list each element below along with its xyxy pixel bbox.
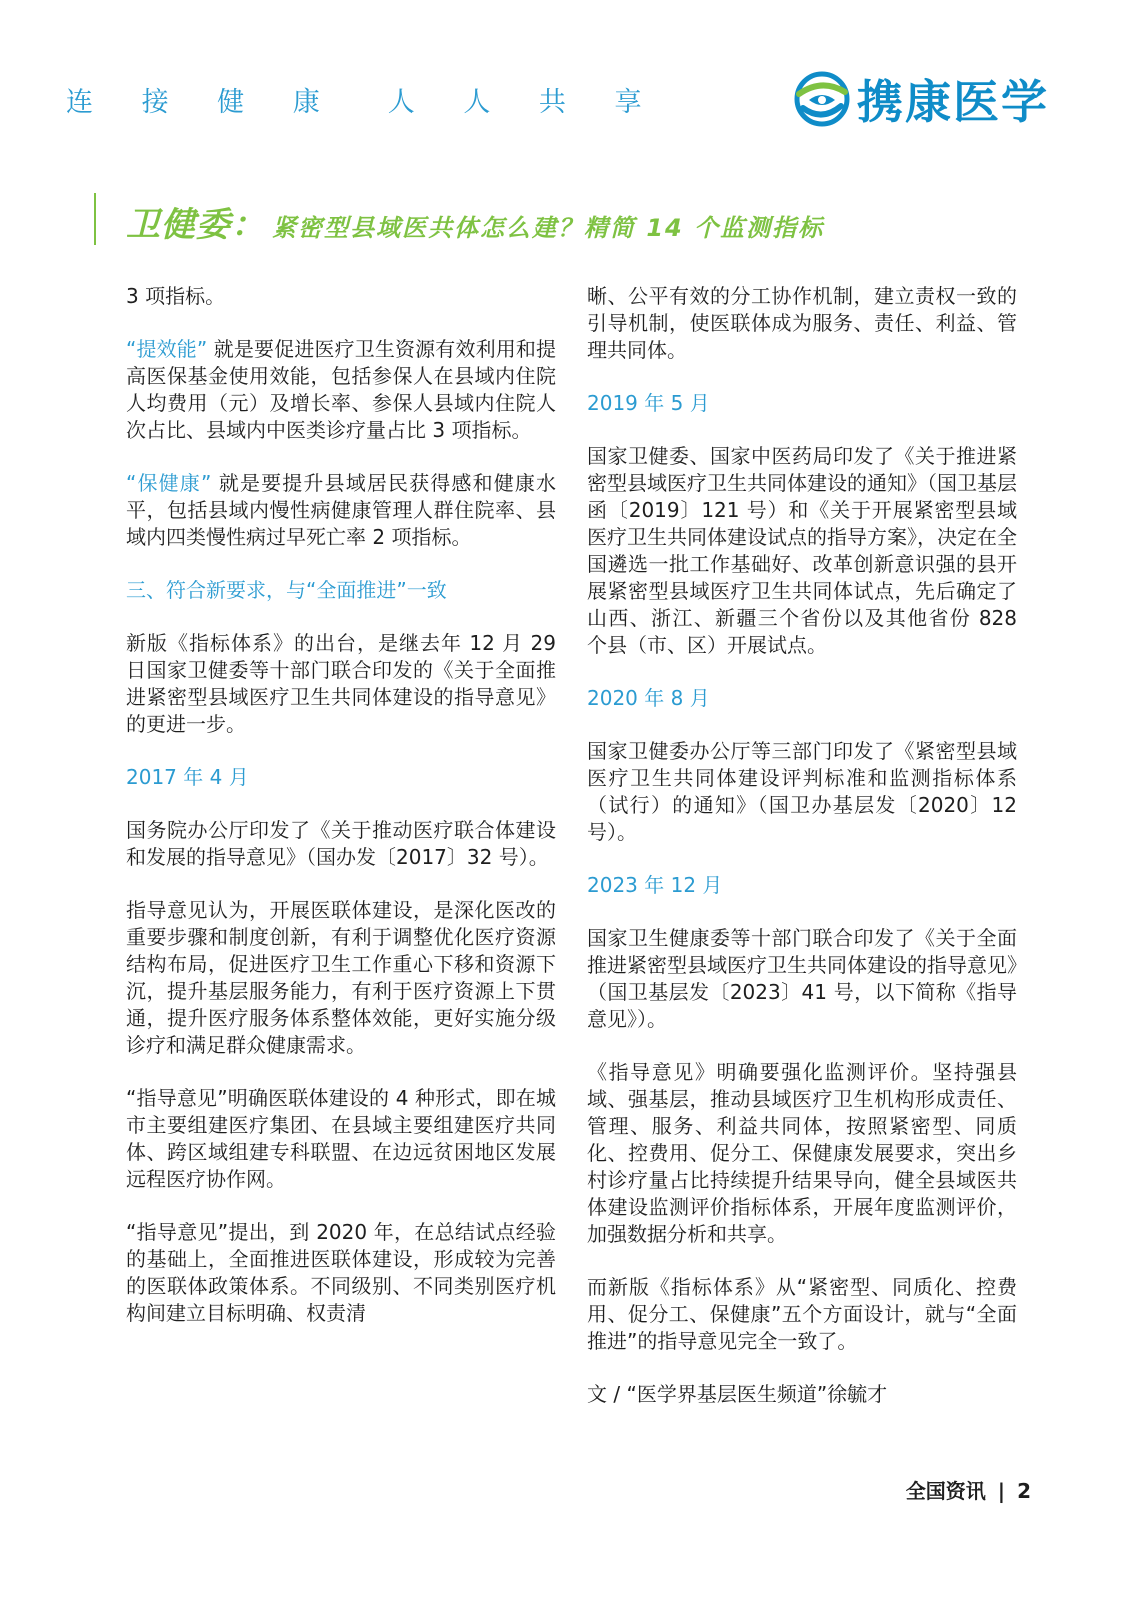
paragraph: 3 项指标。	[126, 284, 226, 308]
paragraph: 新版《指标体系》的出台，是继去年 12 月 29 日国家卫健委等十部门联合印发的《关于全面推进紧密型县域医疗卫生共同体建设的指导意见》的更进一步。	[126, 631, 556, 736]
paragraph: 国务院办公厅印发了《关于推动医疗联合体建设和发展的指导意见》（国办发〔2017〕32 号）。	[126, 818, 556, 869]
date-heading: 2017 年 4 月	[126, 765, 249, 789]
logo-emblem-icon	[789, 70, 855, 128]
paragraph: 国家卫生健康委等十部门联合印发了《关于全面推进紧密型县域医疗卫生共同体建设的指导意见》（国卫基层发〔2023〕41 号，以下简称《指导意见》）。	[587, 926, 1017, 1031]
section-heading: 三、符合新要求，与“全面推进”一致	[126, 578, 447, 602]
page-number: 2	[1017, 1479, 1031, 1503]
paragraph: “提效能” 就是要促进医疗卫生资源有效利用和提高医保基金使用效能，包括参保人在县域内住院人均费用（元）及增长率、参保人县域内住院人次占比、县域内中医类诊疗量占比 3 项指标。	[126, 337, 556, 442]
left-column	[126, 283, 556, 1353]
title-sub: 紧密型县域医共体怎么建？精简 14 个监测指标	[272, 214, 825, 242]
paragraph: 晰、公平有效的分工协作机制，建立责权一致的引导机制，使医联体成为服务、责任、利益、管理共同体。	[587, 284, 1017, 362]
paragraph: “保健康” 就是要提升县域居民获得感和健康水平，包括县域内慢性病健康管理人群住院率、县域内四类慢性病过早死亡率 2 项指标。	[126, 471, 557, 549]
paragraph: “指导意见”提出，到 2020 年，在总结试点经验的基础上，全面推进医联体建设，形成较为完善的医联体政策体系。不同级别、不同类别医疗机构间建立目标明确、权责清	[126, 1220, 556, 1325]
highlight-term: “保健康”	[126, 471, 212, 495]
date-heading: 2020 年 8 月	[587, 686, 710, 710]
slogan-right: 人 人 共 享	[387, 87, 662, 118]
paragraph: 《指导意见》明确要强化监测评价。坚持强县域、强基层，推动县域医疗卫生机构形成责任、管理、服务、利益共同体，按照紧密型、同质化、控费用、促分工、保健康发展要求，突出乡村诊疗量占比持续提升结果导向，健全县域医共体建设监测评价指标体系，开展年度监测评价，加强数据分析和共享。	[587, 1060, 1017, 1246]
paragraph: 而新版《指标体系》从“紧密型、同质化、控费用、促分工、保健康”五个方面设计，就与“全面推进”的指导意见完全一致了。	[587, 1275, 1017, 1353]
date-heading: 2023 年 12 月	[587, 873, 723, 897]
title-accent-bar	[94, 193, 96, 245]
page-footer	[906, 1475, 1031, 1504]
article-title	[126, 197, 824, 246]
paragraph: 国家卫健委办公厅等三部门印发了《紧密型县域医疗卫生共同体建设评判标准和监测指标体系（试行）的通知》（国卫办基层发〔2020〕12 号）。	[587, 739, 1017, 844]
paragraph: “指导意见”明确医联体建设的 4 种形式，即在城市主要组建医疗集团、在县域主要组建医疗共同体、跨区域组建专科联盟、在边远贫困地区发展远程医疗协作网。	[126, 1086, 556, 1191]
date-heading: 2019 年 5 月	[587, 391, 710, 415]
slogan	[66, 80, 662, 119]
author-byline: 文 / “医学界基层医生频道”徐毓才	[587, 1382, 888, 1406]
paragraph: 指导意见认为，开展医联体建设，是深化医改的重要步骤和制度创新，有利于调整优化医疗资源结构布局，促进医疗卫生工作重心下移和资源下沉，提升基层服务能力，有利于医疗资源上下贯通，提升医疗服务体系整体效能，更好实施分级诊疗和满足群众健康需求。	[126, 898, 556, 1057]
paragraph: 国家卫健委、国家中医药局印发了《关于推进紧密型县域医疗卫生共同体建设的通知》（国卫基层函〔2019〕121 号）和《关于开展紧密型县域医疗卫生共同体建设试点的指导方案》，决定在全国遴选一批工作基础好、改革创新意识强的县开展紧密型县域医疗卫生共同体试点，先后确定了山西、浙江、新疆三个省份以及其他省份 828 个县（市、区）开展试点。	[587, 444, 1017, 657]
slogan-left: 连 接 健 康	[66, 87, 340, 118]
logo-text: 携康医学	[857, 75, 1049, 129]
brand-logo	[789, 66, 1049, 132]
footer-section: 全国资讯	[905, 1479, 986, 1503]
title-main: 卫健委：	[126, 205, 266, 245]
footer-separator: |	[997, 1479, 1006, 1503]
right-column	[587, 283, 1017, 1434]
highlight-term: “提效能”	[126, 337, 208, 361]
